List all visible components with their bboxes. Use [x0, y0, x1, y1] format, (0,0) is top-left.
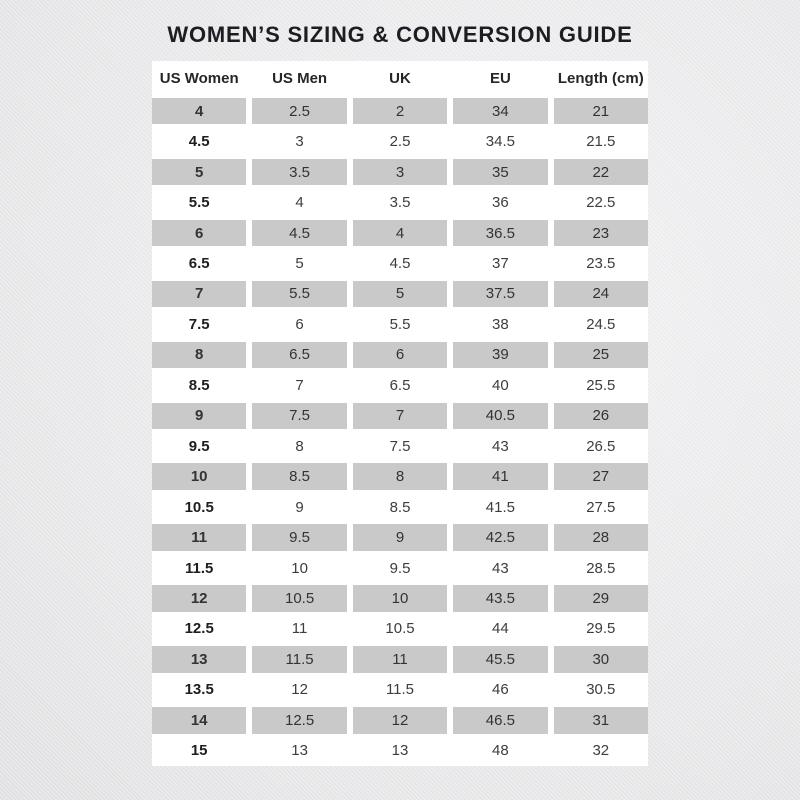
table-cell: 30 [554, 646, 648, 672]
table-cell: 28.5 [586, 559, 616, 577]
table-row [152, 431, 648, 461]
table-cell: 25 [554, 342, 648, 368]
table-cell: 13.5 [184, 681, 214, 699]
table-cell: 35 [453, 159, 547, 185]
table-cell: 21 [554, 98, 648, 124]
table-cell: 44 [492, 620, 509, 638]
table-cell: 13 [152, 646, 246, 672]
table-row [152, 553, 648, 583]
table-cell: 32 [592, 742, 610, 760]
table-body [152, 96, 648, 766]
table-cell: 24 [554, 281, 648, 307]
column-header: UK [389, 70, 411, 87]
table-cell: 41.5 [485, 498, 515, 516]
table-row [152, 157, 648, 187]
table-row [152, 705, 648, 735]
table-cell: 46 [492, 681, 509, 699]
table-row [152, 218, 648, 248]
table-cell: 37 [492, 254, 509, 272]
table-row [152, 340, 648, 370]
table-cell: 23.5 [586, 254, 616, 272]
table-cell: 3.5 [389, 194, 411, 212]
table-cell: 4.5 [252, 220, 346, 246]
table-cell: 5 [152, 159, 246, 185]
table-cell: 8.5 [252, 463, 346, 489]
table-row [152, 96, 648, 126]
table-cell: 6.5 [188, 254, 210, 272]
table-cell: 46.5 [453, 707, 547, 733]
table-cell: 43.5 [453, 585, 547, 611]
table-cell: 36.5 [453, 220, 547, 246]
table-cell: 5.5 [252, 281, 346, 307]
table-cell: 27 [554, 463, 648, 489]
table-row [152, 522, 648, 552]
table-header-row [152, 61, 648, 96]
table-cell: 10 [291, 559, 308, 577]
table-cell: 21.5 [586, 133, 616, 151]
table-cell: 9 [152, 403, 246, 429]
table-cell: 12 [353, 707, 447, 733]
table-cell: 4 [152, 98, 246, 124]
table-cell: 15 [190, 742, 208, 760]
table-row [152, 492, 648, 522]
table-cell: 6 [353, 342, 447, 368]
table-cell: 31 [554, 707, 648, 733]
table-cell: 29 [554, 585, 648, 611]
size-chart-card [152, 61, 648, 766]
table-cell: 12.5 [252, 707, 346, 733]
column-header: US Women [159, 70, 239, 87]
table-cell: 40 [492, 376, 509, 394]
page-title: WOMEN’S SIZING & CONVERSION GUIDE [167, 22, 633, 47]
table-cell: 48 [492, 742, 509, 760]
table-row [152, 401, 648, 431]
table-cell: 30.5 [586, 681, 616, 699]
table-cell: 11.5 [385, 681, 415, 699]
table-cell: 7.5 [188, 315, 210, 333]
table-cell: 43 [492, 559, 509, 577]
column-header: Length (cm) [557, 70, 644, 87]
table-cell: 26.5 [586, 437, 616, 455]
table-cell: 24.5 [586, 315, 616, 333]
table-cell: 6 [152, 220, 246, 246]
table-cell: 41 [453, 463, 547, 489]
table-cell: 11.5 [252, 646, 346, 672]
table-cell: 2 [353, 98, 447, 124]
table-cell: 2.5 [389, 133, 411, 151]
table-cell: 6 [295, 315, 304, 333]
table-cell: 28 [554, 524, 648, 550]
table-cell: 40.5 [453, 403, 547, 429]
table-cell: 29.5 [586, 620, 616, 638]
table-cell: 4 [353, 220, 447, 246]
table-cell: 22.5 [586, 194, 616, 212]
table-cell: 12.5 [184, 620, 214, 638]
table-cell: 23 [554, 220, 648, 246]
table-row [152, 309, 648, 339]
table-cell: 5 [353, 281, 447, 307]
table-cell: 10 [152, 463, 246, 489]
table-row [152, 583, 648, 613]
table-cell: 38 [492, 315, 509, 333]
table-cell: 11.5 [185, 559, 214, 577]
table-cell: 7.5 [389, 437, 411, 455]
table-cell: 42.5 [453, 524, 547, 550]
table-cell: 10.5 [385, 620, 415, 638]
table-cell: 2.5 [252, 98, 346, 124]
table-cell: 10.5 [252, 585, 346, 611]
table-cell: 11 [353, 646, 447, 672]
table-cell: 4 [295, 194, 304, 212]
table-row [152, 675, 648, 705]
table-cell: 36 [492, 194, 509, 212]
table-cell: 9 [295, 498, 304, 516]
table-row [152, 614, 648, 644]
table-cell: 27.5 [586, 498, 616, 516]
table-cell: 22 [554, 159, 648, 185]
table-cell: 13 [391, 742, 409, 760]
table-cell: 9.5 [252, 524, 346, 550]
column-header: EU [489, 70, 511, 87]
table-cell: 5.5 [389, 315, 411, 333]
table-cell: 7 [353, 403, 447, 429]
table-row [152, 461, 648, 491]
table-cell: 8.5 [389, 498, 411, 516]
table-cell: 10.5 [184, 498, 214, 516]
table-row [152, 370, 648, 400]
table-cell: 34.5 [485, 133, 515, 151]
table-cell: 8 [152, 342, 246, 368]
table-cell: 3.5 [252, 159, 346, 185]
table-cell: 7 [152, 281, 246, 307]
table-cell: 34 [453, 98, 547, 124]
table-cell: 8 [353, 463, 447, 489]
table-cell: 9.5 [389, 559, 411, 577]
table-row [152, 126, 648, 156]
table-cell: 12 [152, 585, 246, 611]
table-cell: 11 [152, 524, 246, 550]
table-cell: 26 [554, 403, 648, 429]
column-header: US Men [272, 70, 328, 87]
table-cell: 8.5 [188, 376, 210, 394]
table-cell: 9.5 [188, 437, 210, 455]
table-row [152, 187, 648, 217]
table-cell: 7.5 [252, 403, 346, 429]
table-cell: 3 [295, 133, 304, 151]
table-row [152, 736, 648, 766]
table-cell: 5.5 [188, 194, 210, 212]
table-cell: 4.5 [188, 133, 210, 151]
table-cell: 9 [353, 524, 447, 550]
table-cell: 8 [295, 437, 304, 455]
table-row [152, 248, 648, 278]
table-cell: 7 [295, 376, 304, 394]
table-cell: 6.5 [252, 342, 346, 368]
table-cell: 45.5 [453, 646, 547, 672]
table-cell: 6.5 [389, 376, 411, 394]
table-cell: 39 [453, 342, 547, 368]
table-cell: 43 [492, 437, 509, 455]
table-cell: 3 [353, 159, 447, 185]
table-cell: 11 [291, 620, 308, 638]
table-cell: 25.5 [586, 376, 616, 394]
table-cell: 14 [152, 707, 246, 733]
table-row [152, 644, 648, 674]
table-cell: 10 [353, 585, 447, 611]
table-cell: 4.5 [389, 254, 411, 272]
table-cell: 37.5 [453, 281, 547, 307]
table-cell: 5 [295, 254, 304, 272]
table-cell: 13 [291, 742, 308, 760]
table-cell: 12 [291, 681, 308, 699]
table-row [152, 279, 648, 309]
